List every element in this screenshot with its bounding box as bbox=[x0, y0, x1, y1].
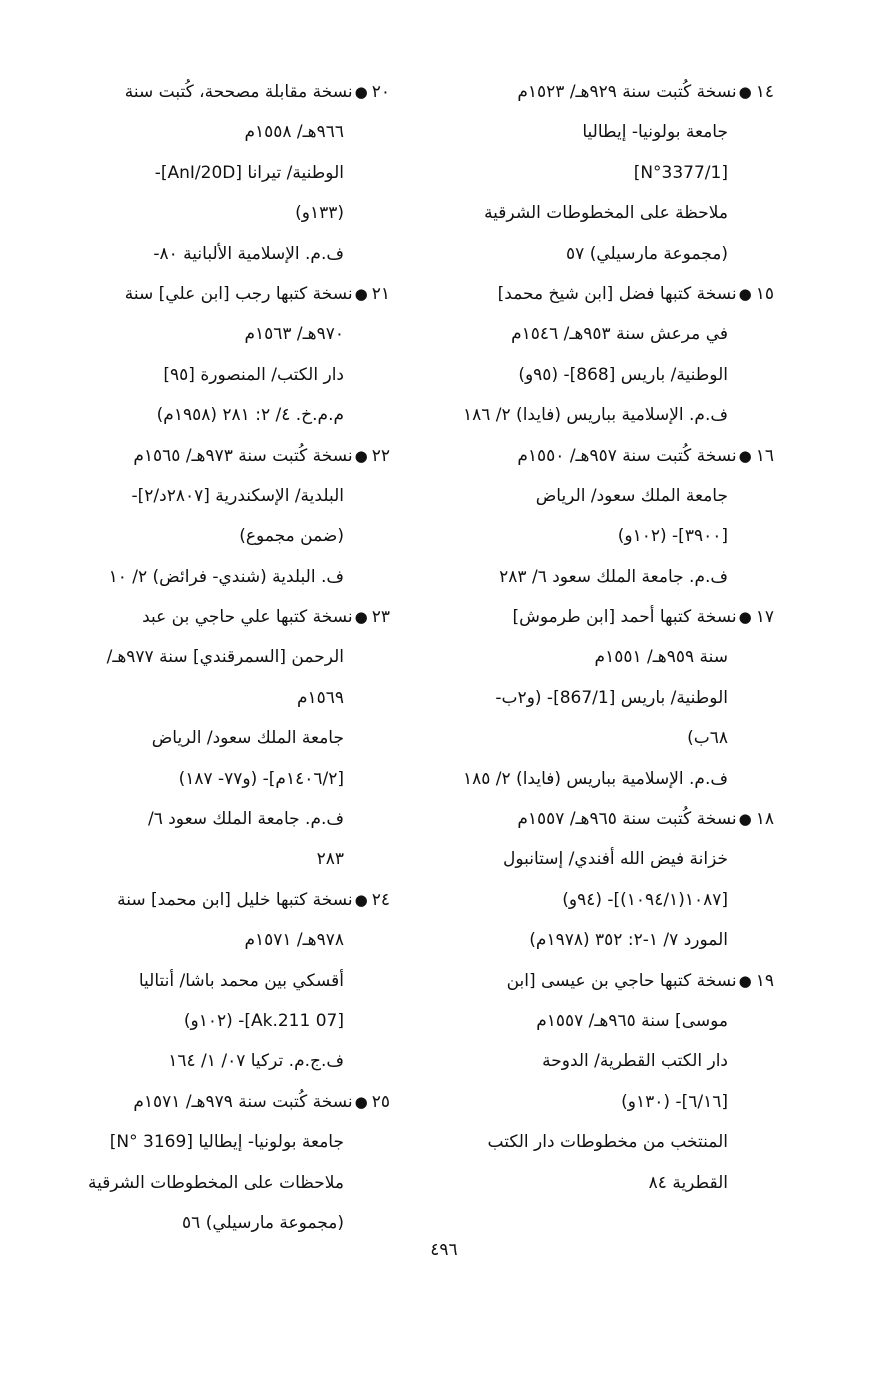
entry-text: (١٣٣و) bbox=[295, 203, 344, 224]
entry-heading-line bbox=[52, 436, 390, 476]
entry-heading-line bbox=[438, 597, 774, 637]
catalog-entry bbox=[52, 72, 390, 274]
entry-detail-line bbox=[438, 1001, 774, 1041]
entry-detail-line bbox=[52, 920, 390, 960]
left-column bbox=[52, 72, 390, 1243]
catalog-entry bbox=[438, 436, 774, 598]
bullet-icon: ● bbox=[738, 971, 752, 990]
catalog-entry bbox=[52, 1082, 390, 1244]
catalog-entry bbox=[52, 436, 390, 598]
entry-text: (ضمن مجموع) bbox=[239, 526, 344, 547]
entry-text: (مجموعة مارسيلي) ٥٦ bbox=[182, 1212, 344, 1233]
entry-text: نسخة كتبها رجب [ابن علي] سنة bbox=[124, 283, 353, 304]
entry-heading-line bbox=[438, 436, 774, 476]
entry-detail-line bbox=[52, 759, 390, 799]
entry-detail-line bbox=[52, 961, 390, 1001]
entry-text: البلدية/ الإسكندرية [٢٨٠٧د/٢]- bbox=[131, 485, 344, 506]
bullet-icon: ● bbox=[354, 608, 368, 627]
entry-detail-line bbox=[438, 759, 774, 799]
entry-text: القطرية ٨٤ bbox=[648, 1172, 728, 1193]
entry-detail-line bbox=[52, 678, 390, 718]
entry-text: ٢٨٣ bbox=[316, 849, 344, 870]
entry-text: جامعة الملك سعود/ الرياض bbox=[535, 485, 728, 506]
entry-text: جامعة الملك سعود/ الرياض bbox=[151, 728, 344, 749]
entry-text: خزانة فيض الله أفندي/ إستانبول bbox=[502, 849, 728, 870]
entry-text: ١٥٦٩م bbox=[296, 687, 344, 708]
entry-text: نسخة كتبها علي حاجي بن عبد bbox=[142, 607, 353, 628]
entry-heading-line bbox=[52, 72, 390, 112]
entry-detail-line bbox=[438, 637, 774, 677]
entry-text: الوطنية/ باريس [867/1]- (و٢ب- bbox=[495, 687, 728, 708]
bullet-icon: ● bbox=[354, 890, 368, 909]
entry-text: ف.م. الإسلامية الألبانية ٨٠- bbox=[153, 243, 344, 264]
entry-text: [٣٩٠٠]- (١٠٢و) bbox=[617, 526, 728, 547]
entry-number: ٢٠ bbox=[371, 82, 390, 102]
entry-text: (مجموعة مارسيلي) ٥٧ bbox=[566, 243, 728, 264]
entry-detail-line bbox=[52, 153, 390, 193]
page-number: ٤٩٦ bbox=[430, 1240, 458, 1260]
entry-text: الوطنية/ باريس [868]- (٩٥و) bbox=[518, 364, 728, 385]
entry-detail-line bbox=[438, 476, 774, 516]
entry-detail-line bbox=[52, 516, 390, 556]
entry-text: جامعة بولونيا- إيطاليا [N° 3169] bbox=[109, 1132, 344, 1153]
entry-number: ١٩ bbox=[755, 970, 774, 991]
entry-text: المورد ٧/ ١-٢: ٣٥٢ (١٩٧٨م) bbox=[529, 930, 728, 951]
entry-text: نسخة كتبها خليل [ابن محمد] سنة bbox=[117, 889, 353, 910]
entry-text: [07 Ak.211]- (١٠٢و) bbox=[183, 1010, 344, 1031]
catalog-entry bbox=[438, 597, 774, 799]
entry-detail-line bbox=[438, 557, 774, 597]
entry-heading-line bbox=[438, 961, 774, 1001]
entry-text: دار الكتب القطرية/ الدوحة bbox=[542, 1051, 728, 1072]
entry-detail-line bbox=[52, 557, 390, 597]
entry-heading-line bbox=[438, 72, 774, 112]
entry-detail-line bbox=[438, 112, 774, 152]
entry-detail-line bbox=[438, 839, 774, 879]
entry-detail-line bbox=[52, 799, 390, 839]
entry-number: ١٥ bbox=[755, 283, 774, 304]
entry-detail-line bbox=[52, 476, 390, 516]
entry-detail-line bbox=[52, 839, 390, 879]
entry-detail-line bbox=[52, 193, 390, 233]
entry-detail-line bbox=[438, 234, 774, 274]
entry-detail-line bbox=[438, 880, 774, 920]
bullet-icon: ● bbox=[738, 284, 752, 303]
entry-heading-line bbox=[52, 274, 390, 314]
entry-detail-line bbox=[438, 355, 774, 395]
entry-text: نسخة كُتبت سنة ٩٦٥هـ/ ١٥٥٧م bbox=[517, 809, 737, 830]
entry-detail-line bbox=[438, 718, 774, 758]
entry-text: جامعة بولونيا- إيطاليا bbox=[582, 122, 728, 143]
entry-text: ملاحظة على المخطوطات الشرقية bbox=[484, 203, 728, 224]
entry-number: ١٧ bbox=[755, 607, 774, 628]
entry-detail-line bbox=[438, 193, 774, 233]
bullet-icon: ● bbox=[354, 1092, 368, 1111]
entry-text: ف.م. جامعة الملك سعود ٦/ ٢٨٣ bbox=[499, 566, 728, 587]
catalog-entry bbox=[438, 799, 774, 961]
entry-number: ٢١ bbox=[371, 283, 390, 304]
entry-detail-line bbox=[52, 314, 390, 354]
entry-text: المنتخب من مخطوطات دار الكتب bbox=[487, 1132, 728, 1153]
entry-text: ف.م. الإسلامية بباريس (فايدا) ٢/ ١٨٥ bbox=[462, 768, 728, 789]
bullet-icon: ● bbox=[354, 284, 368, 303]
entry-detail-line bbox=[52, 1122, 390, 1162]
entry-text: نسخة كتبها أحمد [ابن طرموش] bbox=[512, 607, 737, 628]
right-column bbox=[438, 72, 774, 1203]
entry-heading-line bbox=[438, 274, 774, 314]
entry-text: نسخة كُتبت سنة ٩٥٧هـ/ ١٥٥٠م bbox=[517, 445, 737, 466]
entry-text: نسخة كُتبت سنة ٩٢٩هـ/ ١٥٢٣م bbox=[517, 82, 737, 102]
entry-detail-line bbox=[52, 1041, 390, 1081]
catalog-entry bbox=[438, 72, 774, 274]
entry-detail-line bbox=[52, 1001, 390, 1041]
entry-number: ٢٤ bbox=[371, 889, 390, 910]
entry-text: م.م.خ. ٤/ ٢: ٢٨١ (١٩٥٨م) bbox=[156, 405, 344, 426]
bullet-icon: ● bbox=[738, 446, 752, 465]
entry-text: [١٤٠٦/٢م]- (و٧٧- ١٨٧) bbox=[178, 768, 344, 789]
entry-text: الوطنية/ تيرانا [AnI/20D]- bbox=[154, 162, 344, 183]
entry-heading-line bbox=[52, 880, 390, 920]
catalog-entry bbox=[52, 880, 390, 1082]
entry-detail-line bbox=[438, 1041, 774, 1081]
entry-text: ٩٧٠هـ/ ١٥٦٣م bbox=[244, 324, 344, 345]
entry-text: ٦٨ب) bbox=[687, 728, 728, 749]
entry-number: ٢٣ bbox=[371, 607, 390, 628]
entry-detail-line bbox=[52, 637, 390, 677]
entry-detail-line bbox=[52, 1203, 390, 1243]
entry-detail-line bbox=[52, 395, 390, 435]
bullet-icon: ● bbox=[354, 446, 368, 465]
entry-detail-line bbox=[52, 1163, 390, 1203]
entry-heading-line bbox=[52, 1082, 390, 1122]
entry-text: دار الكتب/ المنصورة [٩٥] bbox=[163, 364, 344, 385]
entry-number: ١٨ bbox=[755, 809, 774, 830]
entry-text: ملاحظات على المخطوطات الشرقية bbox=[87, 1172, 344, 1193]
entry-detail-line bbox=[438, 1163, 774, 1203]
entry-text: [٦/١٦]- (١٣٠و) bbox=[621, 1091, 728, 1112]
entry-text: موسى] سنة ٩٦٥هـ/ ١٥٥٧م bbox=[536, 1010, 728, 1031]
entry-detail-line bbox=[438, 153, 774, 193]
entry-detail-line bbox=[52, 355, 390, 395]
entry-detail-line bbox=[438, 516, 774, 556]
catalog-entry bbox=[438, 274, 774, 436]
entry-detail-line bbox=[438, 1122, 774, 1162]
entry-text: الرحمن [السمرقندي] سنة ٩٧٧هـ/ bbox=[106, 647, 344, 668]
entry-text: ٩٦٦هـ/ ١٥٥٨م bbox=[244, 122, 344, 143]
entry-detail-line bbox=[438, 678, 774, 718]
bullet-icon: ● bbox=[738, 810, 752, 829]
entry-number: ١٤ bbox=[755, 82, 774, 102]
entry-detail-line bbox=[438, 1082, 774, 1122]
entry-text: ٩٧٨هـ/ ١٥٧١م bbox=[244, 930, 344, 951]
entry-text: [١٠٨٧(١٠٩٤/١)]- (٩٤و) bbox=[562, 889, 728, 910]
entry-heading-line bbox=[52, 597, 390, 637]
entry-detail-line bbox=[438, 920, 774, 960]
entry-text: ف.م. الإسلامية بباريس (فايدا) ٢/ ١٨٦ bbox=[462, 405, 728, 426]
entry-detail-line bbox=[52, 234, 390, 274]
entry-detail-line bbox=[438, 314, 774, 354]
entry-detail-line bbox=[438, 395, 774, 435]
entry-text: سنة ٩٥٩هـ/ ١٥٥١م bbox=[594, 647, 728, 668]
bullet-icon: ● bbox=[738, 608, 752, 627]
entry-text: في مرعش سنة ٩٥٣هـ/ ١٥٤٦م bbox=[511, 324, 728, 345]
entry-text: ف.ج.م. تركيا ٠٧/ ١/ ١٦٤ bbox=[168, 1051, 344, 1072]
entry-number: ٢٢ bbox=[371, 445, 390, 466]
entry-text: نسخة كُتبت سنة ٩٧٣هـ/ ١٥٦٥م bbox=[133, 445, 353, 466]
entry-text: نسخة كتبها حاجي بن عيسى [ابن bbox=[506, 970, 737, 991]
entry-text: [N°3377/1] bbox=[633, 162, 728, 183]
entry-number: ٢٥ bbox=[371, 1091, 390, 1112]
entry-text: ف. البلدية (شندي- فرائض) ٢/ ١٠ bbox=[108, 566, 344, 587]
entry-detail-line bbox=[52, 112, 390, 152]
catalog-entry bbox=[438, 961, 774, 1203]
catalog-entry bbox=[52, 597, 390, 880]
entry-number: ١٦ bbox=[755, 445, 774, 466]
bullet-icon: ● bbox=[738, 83, 752, 101]
entry-text: ف.م. جامعة الملك سعود ٦/ bbox=[147, 809, 344, 830]
entry-text: نسخة مقابلة مصححة، كُتبت سنة bbox=[124, 82, 353, 102]
entry-detail-line bbox=[52, 718, 390, 758]
entry-heading-line bbox=[438, 799, 774, 839]
entry-text: نسخة كتبها فضل [ابن شيخ محمد] bbox=[497, 283, 737, 304]
bullet-icon: ● bbox=[354, 83, 368, 101]
catalog-entry bbox=[52, 274, 390, 436]
entry-text: نسخة كُتبت سنة ٩٧٩هـ/ ١٥٧١م bbox=[133, 1091, 353, 1112]
entry-text: أقسكي بين محمد باشا/ أنتاليا bbox=[138, 970, 344, 991]
